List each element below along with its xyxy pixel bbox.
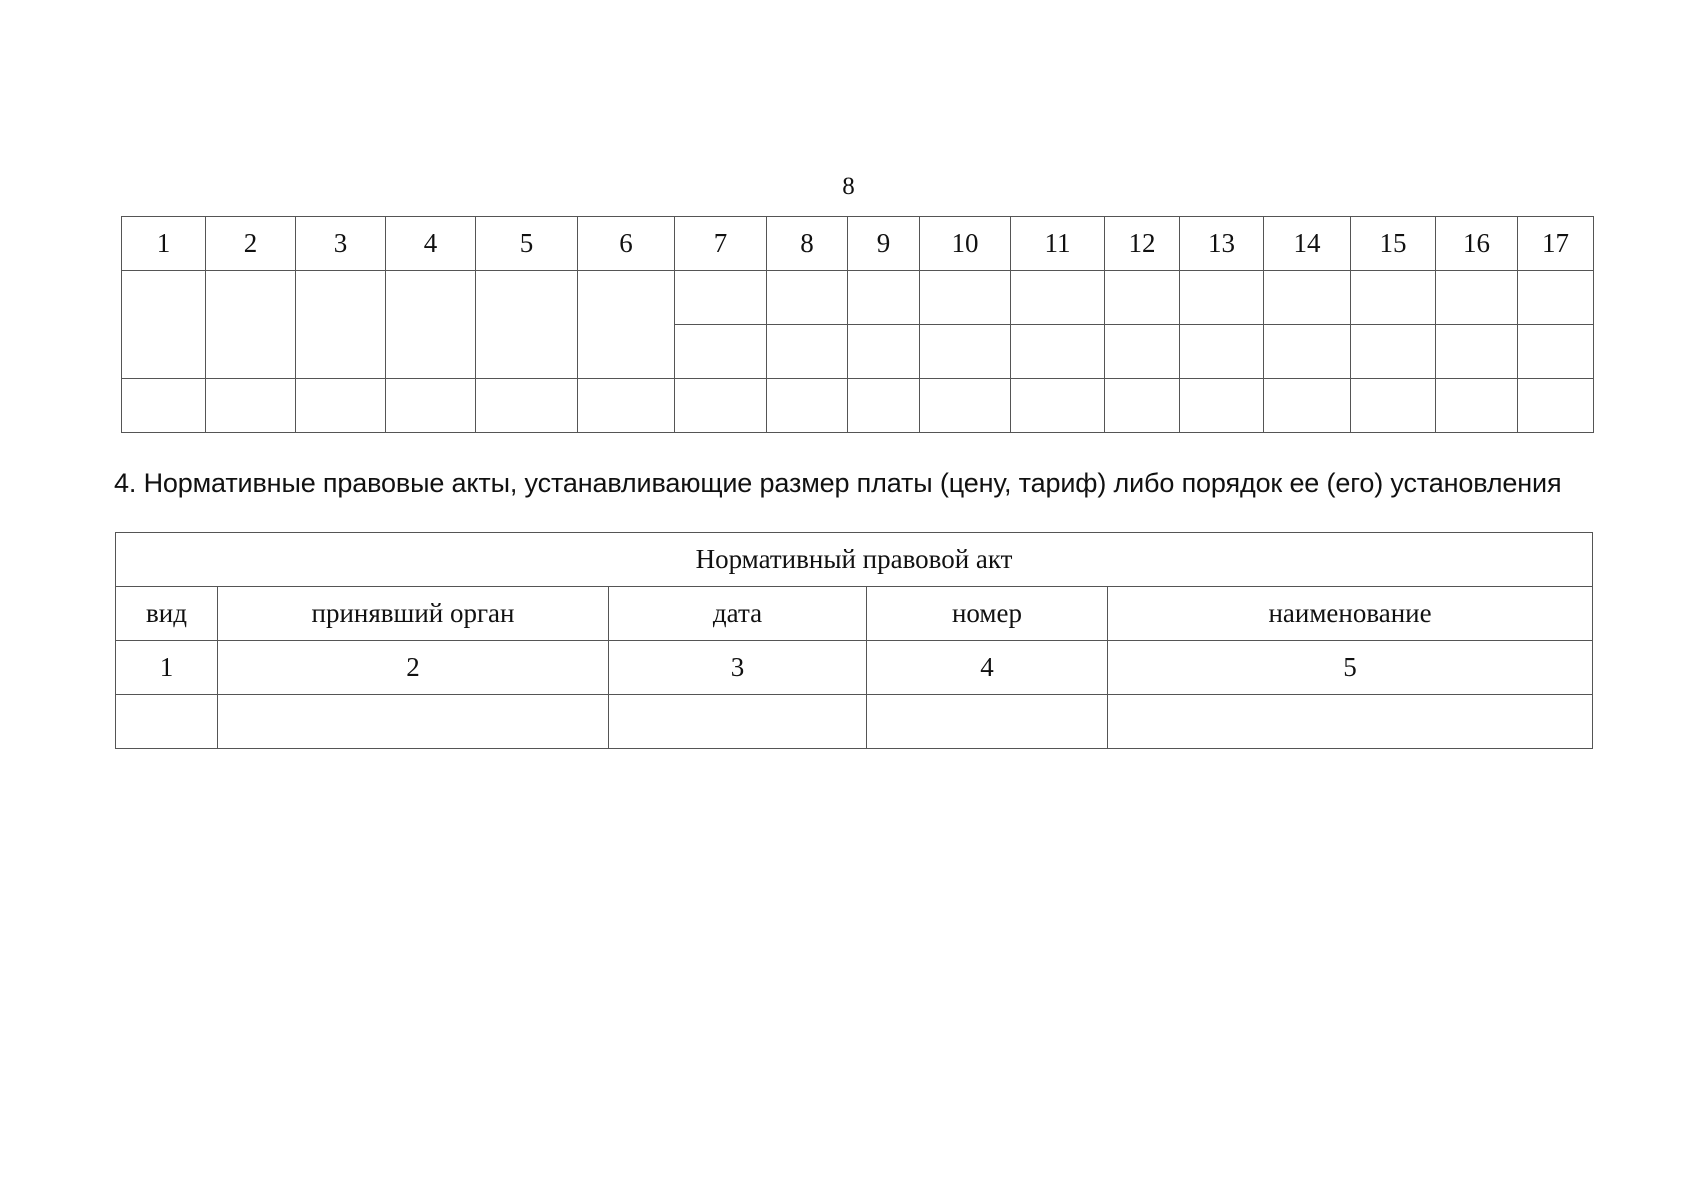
section-heading: 4. Нормативные правовые акты, устанавливающие размер платы (цену, тариф) либо порядок ее (его) установления bbox=[114, 468, 1562, 498]
column-number-cell: 8 bbox=[767, 217, 848, 271]
empty-cell bbox=[1011, 379, 1105, 433]
empty-cell bbox=[1351, 271, 1436, 325]
empty-cell bbox=[578, 271, 675, 379]
empty-cell bbox=[386, 271, 476, 379]
column-number-cell: 9 bbox=[848, 217, 920, 271]
table-header-row bbox=[122, 217, 1594, 271]
empty-cell bbox=[206, 379, 296, 433]
column-number-cell: 3 bbox=[296, 217, 386, 271]
empty-cell bbox=[1518, 271, 1594, 325]
empty-cell bbox=[767, 325, 848, 379]
empty-cell bbox=[1264, 271, 1351, 325]
empty-cell bbox=[1264, 379, 1351, 433]
empty-cell bbox=[1436, 271, 1518, 325]
empty-cell bbox=[675, 325, 767, 379]
table-row bbox=[122, 271, 1594, 325]
empty-cell bbox=[1105, 271, 1180, 325]
empty-cell bbox=[206, 271, 296, 379]
column-number-cell: 1 bbox=[122, 217, 206, 271]
empty-cell bbox=[675, 379, 767, 433]
empty-cell bbox=[848, 325, 920, 379]
column-header-issuing-body: принявший орган bbox=[218, 587, 609, 641]
empty-cell bbox=[848, 271, 920, 325]
column-number-row bbox=[116, 641, 1593, 695]
empty-cell bbox=[920, 271, 1011, 325]
column-number-cell: 2 bbox=[206, 217, 296, 271]
empty-cell bbox=[848, 379, 920, 433]
table-row bbox=[116, 695, 1593, 749]
column-number-cell: 16 bbox=[1436, 217, 1518, 271]
empty-cell bbox=[1108, 695, 1593, 749]
column-number-cell: 7 bbox=[675, 217, 767, 271]
table-row bbox=[122, 379, 1594, 433]
empty-cell bbox=[1436, 379, 1518, 433]
column-number-cell: 1 bbox=[116, 641, 218, 695]
empty-cell bbox=[122, 379, 206, 433]
empty-cell bbox=[1105, 325, 1180, 379]
column-header-type: вид bbox=[116, 587, 218, 641]
empty-cell bbox=[296, 271, 386, 379]
empty-cell bbox=[1518, 379, 1594, 433]
column-header-number: номер bbox=[867, 587, 1108, 641]
regulatory-acts-table bbox=[115, 532, 1593, 749]
empty-cell bbox=[1351, 379, 1436, 433]
empty-cell bbox=[920, 379, 1011, 433]
empty-cell bbox=[1180, 325, 1264, 379]
page-number: 8 bbox=[842, 173, 855, 200]
empty-cell bbox=[1351, 325, 1436, 379]
column-number-cell: 4 bbox=[386, 217, 476, 271]
column-number-cell: 5 bbox=[476, 217, 578, 271]
column-number-cell: 11 bbox=[1011, 217, 1105, 271]
empty-cell bbox=[218, 695, 609, 749]
continuation-table bbox=[121, 216, 1594, 433]
empty-cell bbox=[1518, 325, 1594, 379]
empty-cell bbox=[122, 271, 206, 379]
empty-cell bbox=[476, 271, 578, 379]
column-number-cell: 17 bbox=[1518, 217, 1594, 271]
column-number-cell: 4 bbox=[867, 641, 1108, 695]
empty-cell bbox=[1011, 325, 1105, 379]
column-number-cell: 6 bbox=[578, 217, 675, 271]
empty-cell bbox=[609, 695, 867, 749]
empty-cell bbox=[1436, 325, 1518, 379]
empty-cell bbox=[920, 325, 1011, 379]
column-number-cell: 5 bbox=[1108, 641, 1593, 695]
column-number-cell: 13 bbox=[1180, 217, 1264, 271]
empty-cell bbox=[1105, 379, 1180, 433]
empty-cell bbox=[1011, 271, 1105, 325]
empty-cell bbox=[767, 271, 848, 325]
column-number-cell: 15 bbox=[1351, 217, 1436, 271]
empty-cell bbox=[476, 379, 578, 433]
column-number-cell: 10 bbox=[920, 217, 1011, 271]
empty-cell bbox=[1180, 271, 1264, 325]
empty-cell bbox=[296, 379, 386, 433]
column-header-date: дата bbox=[609, 587, 867, 641]
empty-cell bbox=[1180, 379, 1264, 433]
column-header-name: наименование bbox=[1108, 587, 1593, 641]
empty-cell bbox=[675, 271, 767, 325]
column-number-cell: 3 bbox=[609, 641, 867, 695]
empty-cell bbox=[767, 379, 848, 433]
column-number-cell: 2 bbox=[218, 641, 609, 695]
column-number-cell: 14 bbox=[1264, 217, 1351, 271]
column-number-cell: 12 bbox=[1105, 217, 1180, 271]
empty-cell bbox=[116, 695, 218, 749]
empty-cell bbox=[386, 379, 476, 433]
empty-cell bbox=[578, 379, 675, 433]
table-header-row bbox=[116, 587, 1593, 641]
empty-cell bbox=[1264, 325, 1351, 379]
table-title-row bbox=[116, 533, 1593, 587]
table-title: Нормативный правовой акт bbox=[116, 533, 1593, 587]
empty-cell bbox=[867, 695, 1108, 749]
